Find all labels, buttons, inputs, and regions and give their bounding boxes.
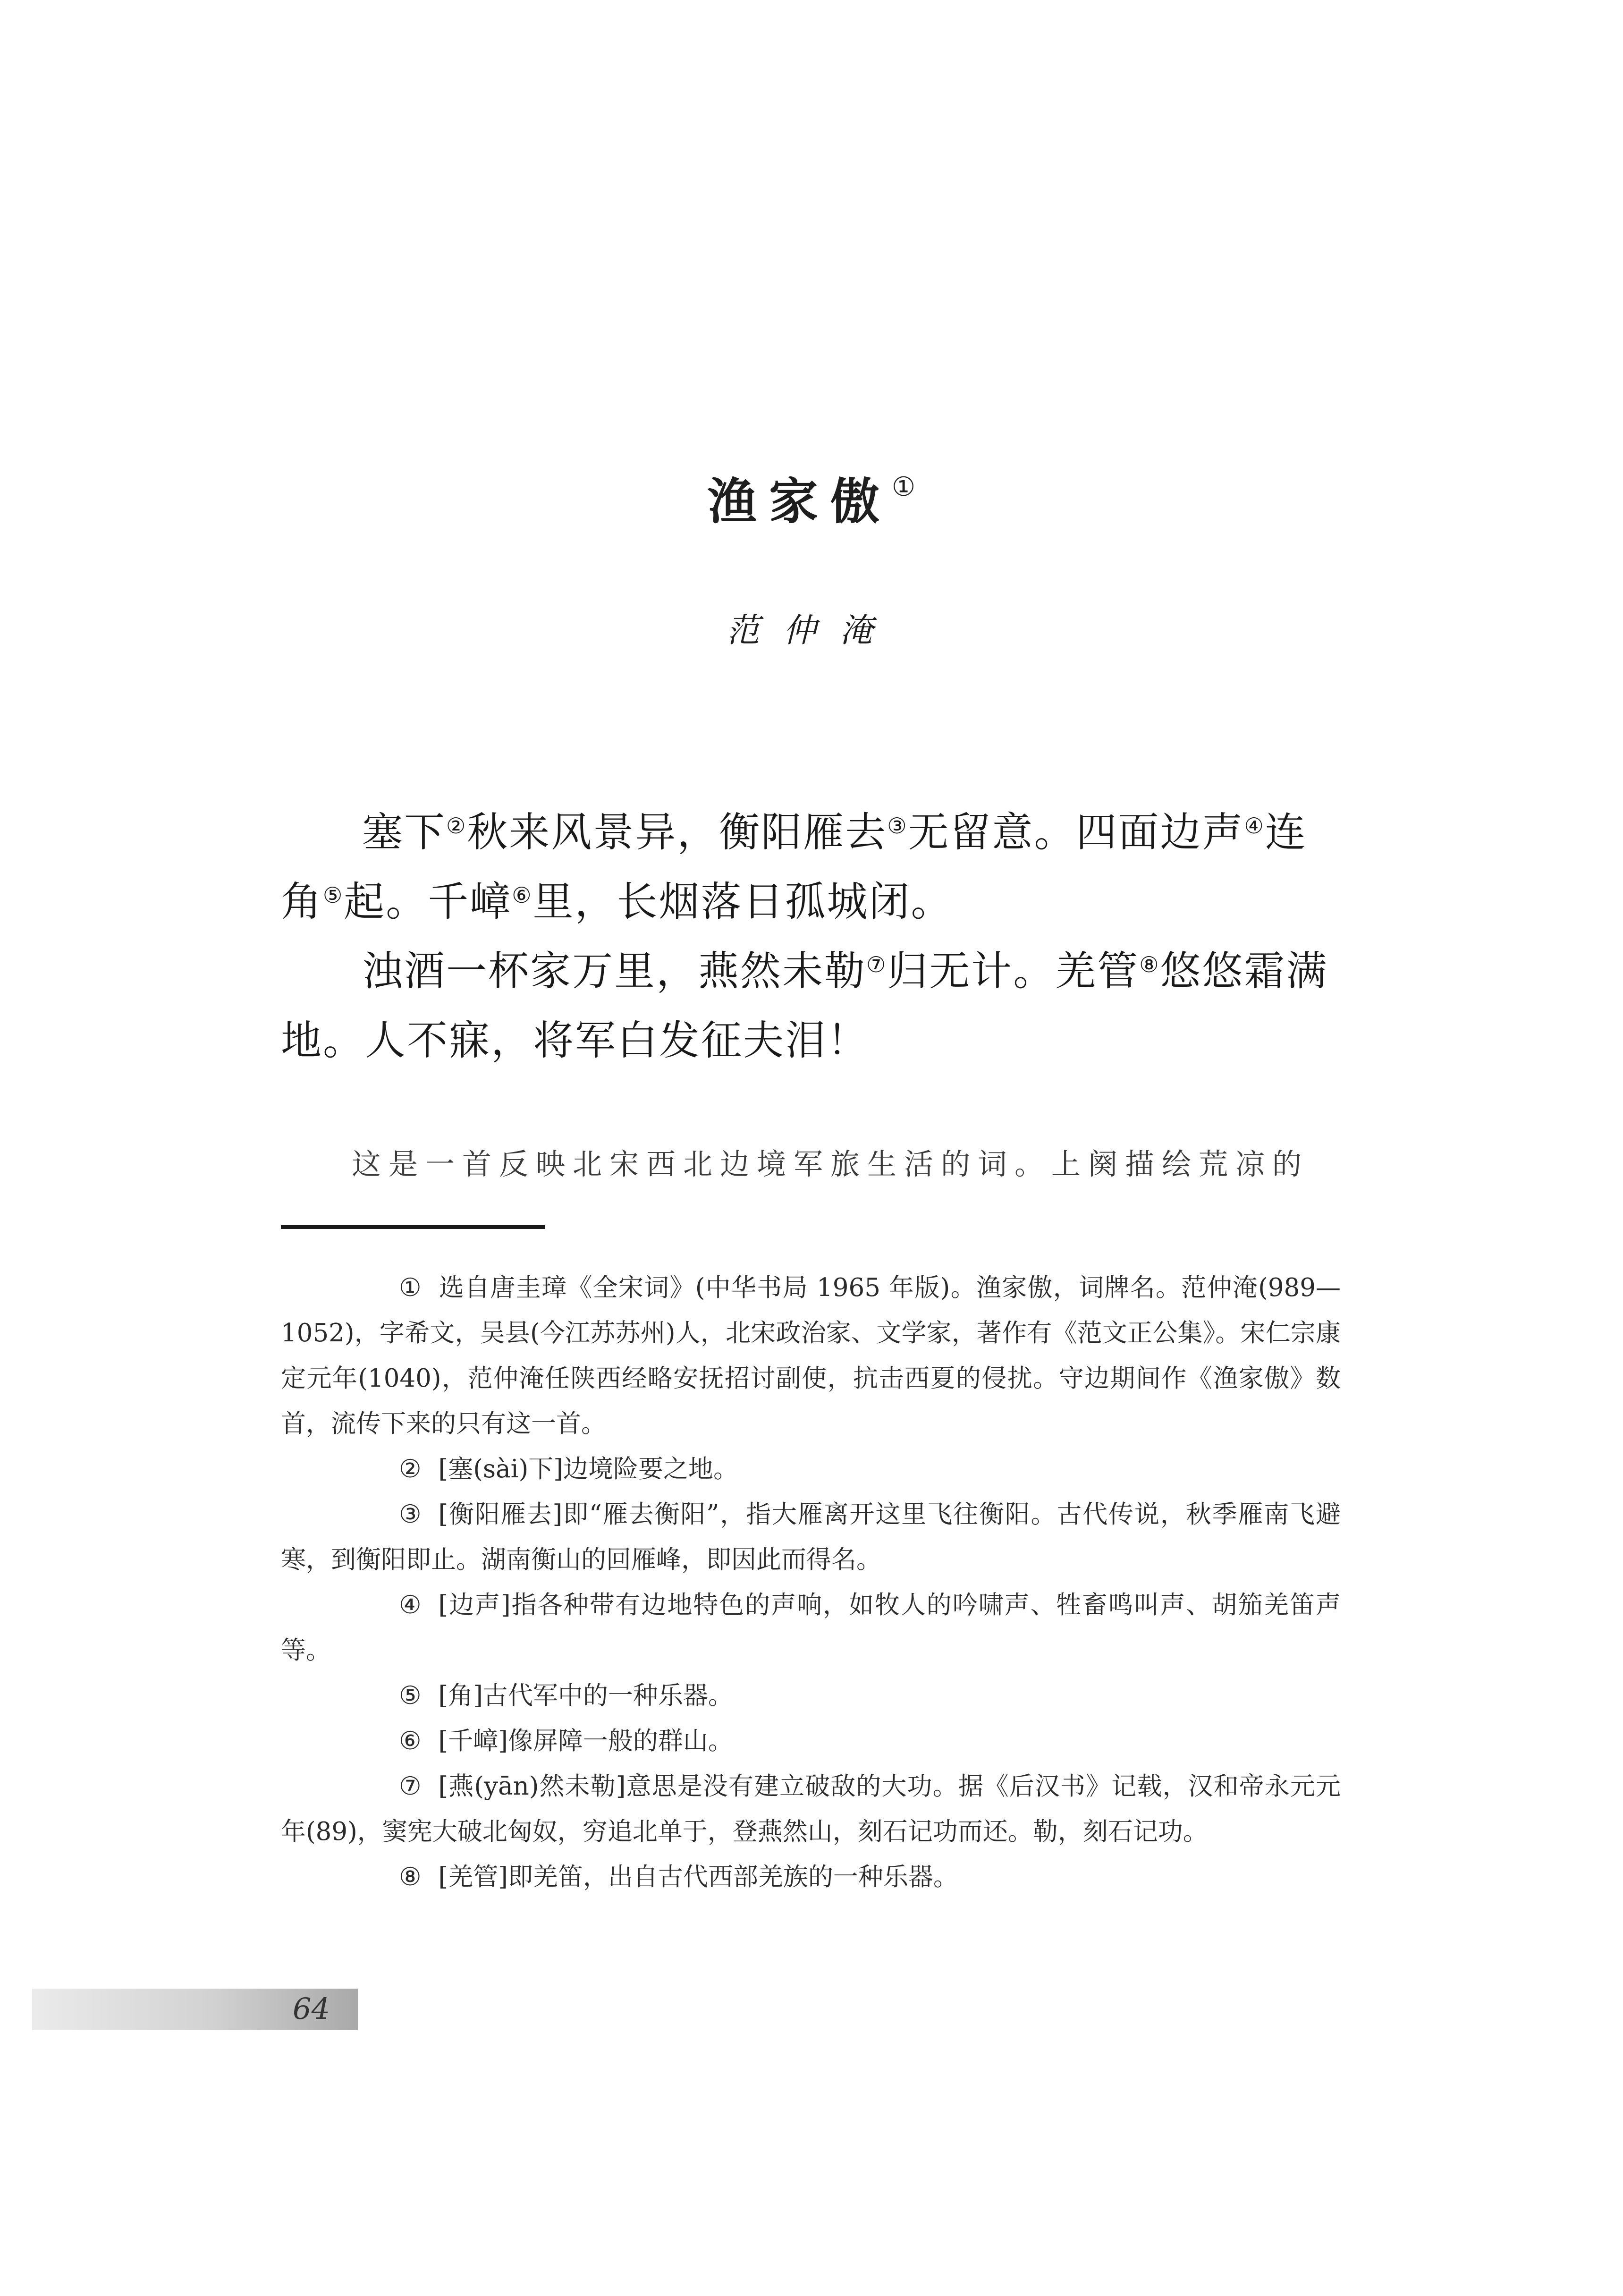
poem-line-text: 秋来风景异，衡阳雁去 bbox=[467, 809, 888, 856]
footnote-item bbox=[281, 1855, 1341, 1900]
poem-footnote-marker: ⑧ bbox=[1139, 952, 1160, 977]
footnote-item bbox=[281, 1764, 1341, 1855]
poem-line-text: 连角 bbox=[281, 809, 1307, 925]
poem-line-text: 塞下 bbox=[362, 809, 446, 856]
footnote-number: ① bbox=[399, 1273, 422, 1302]
page-number: 64 bbox=[293, 1991, 330, 2026]
footnote-item bbox=[281, 1265, 1341, 1447]
footnote-divider bbox=[281, 1225, 545, 1229]
footnote-number: ⑦ bbox=[399, 1772, 422, 1801]
footnote-number: ② bbox=[399, 1455, 422, 1483]
poem-footnote-marker: ⑥ bbox=[512, 882, 533, 908]
poem-body bbox=[281, 798, 1341, 1076]
poem-footnote-marker: ④ bbox=[1244, 813, 1265, 839]
footnote-text: [燕(yān)然未勒]意思是没有建立破敌的大功。据《后汉书》记载，汉和帝永元元年(89)，窦宪大破北匈奴，穷追北单于，登燕然山，刻石记功而还。勒，刻石记功。 bbox=[281, 1772, 1341, 1846]
poem-footnote-marker: ③ bbox=[887, 813, 908, 839]
footnotes-list bbox=[281, 1265, 1341, 1900]
poem-line-text: 无留意。四面边声 bbox=[908, 809, 1244, 856]
poem-line-text: 悠悠霜满地。人不寐，将军白发征夫泪！ bbox=[281, 948, 1328, 1064]
poem-line-text: 归无计。羌管 bbox=[887, 948, 1140, 995]
poem-footnote-marker: ⑦ bbox=[866, 952, 888, 977]
footnote-item bbox=[281, 1583, 1341, 1673]
poem-title bbox=[0, 472, 1623, 530]
footnote-text: [塞(sài)下]边境险要之地。 bbox=[438, 1455, 738, 1483]
footnote-number: ⑤ bbox=[399, 1681, 422, 1710]
footnote-text: [千嶂]像屏障一般的群山。 bbox=[438, 1727, 733, 1755]
footnote-number: ⑧ bbox=[399, 1863, 422, 1891]
footnote-item bbox=[281, 1673, 1341, 1719]
poem-line-text: 浊酒一杯家万里，燕然未勒 bbox=[362, 948, 866, 995]
footnote-number: ③ bbox=[399, 1500, 422, 1529]
poem-line-text: 起。千嶂 bbox=[344, 878, 512, 925]
poem-stanza-2 bbox=[281, 937, 1341, 1076]
title-footnote-marker: ① bbox=[891, 472, 916, 502]
footnote-text: [角]古代军中的一种乐器。 bbox=[438, 1681, 733, 1710]
poem-author: 范仲淹 bbox=[727, 611, 896, 650]
commentary-paragraph: 这是一首反映北宋西北边境军旅生活的词。上阕描绘荒凉的 bbox=[352, 1147, 1310, 1181]
poem-title-text: 渔家傲 bbox=[707, 472, 892, 530]
footnote-text: 选自唐圭璋《全宋词》(中华书局 1965 年版)。渔家傲，词牌名。范仲淹(989—1052)，字希文，吴县(今江苏苏州)人，北宋政治家、文学家，著作有《范文正公集》。宋仁宗康定元年(1040)，范仲淹任陕西经略安抚招讨副使，抗击西夏的侵扰。守边期间作《渔家傲》数首，流传下来的只有这一首。 bbox=[281, 1273, 1341, 1438]
footnote-item bbox=[281, 1719, 1341, 1764]
footnote-text: [衡阳雁去]即“雁去衡阳”，指大雁离开这里飞往衡阳。古代传说，秋季雁南飞避寒，到衡阳即止。湖南衡山的回雁峰，即因此而得名。 bbox=[281, 1500, 1341, 1574]
footnote-number: ⑥ bbox=[399, 1727, 422, 1755]
poem-footnote-marker: ⑤ bbox=[323, 882, 344, 908]
footnote-number: ④ bbox=[399, 1591, 422, 1619]
poem-line-text: 里，长烟落日孤城闭。 bbox=[533, 878, 953, 925]
footnote-item bbox=[281, 1447, 1341, 1492]
poem-stanza-1 bbox=[281, 798, 1341, 937]
footnote-text: [边声]指各种带有边地特色的声响，如牧人的吟啸声、牲畜鸣叫声、胡笳羌笛声等。 bbox=[281, 1591, 1341, 1665]
footnote-text: [羌管]即羌笛，出自古代西部羌族的一种乐器。 bbox=[438, 1863, 958, 1891]
footnote-item bbox=[281, 1492, 1341, 1583]
poem-footnote-marker: ② bbox=[446, 813, 467, 839]
